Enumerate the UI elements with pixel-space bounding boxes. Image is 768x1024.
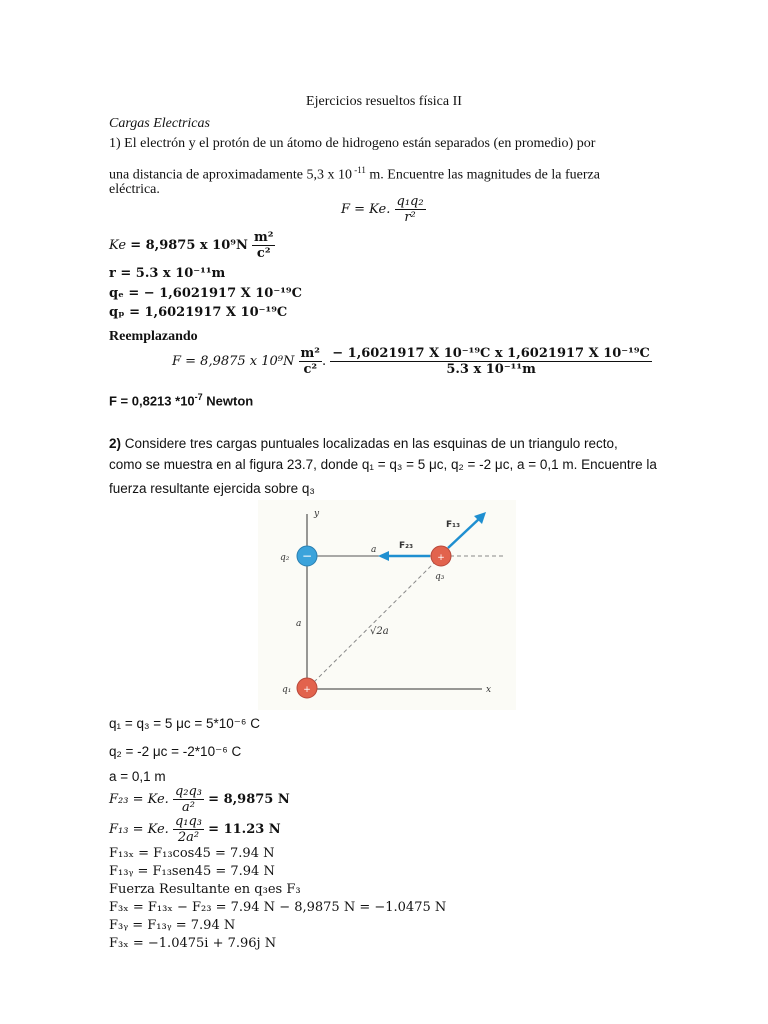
result-1-prefix: F = 0,8213 *10: [109, 393, 195, 409]
result-1-exp: -7: [194, 392, 203, 402]
problem2-line1: [109, 434, 618, 454]
f23-label: F₂₃: [399, 541, 414, 551]
f13y-calc: F₁₃ᵧ = F₁₃sen45 = 7.94 N: [109, 864, 275, 879]
result-1-suffix: Newton: [202, 393, 254, 409]
q3-sign: +: [437, 553, 445, 563]
problem1-line1: 1) El electrón y el protón de un átomo de hidrogeno están separados (en promedio) por: [109, 136, 596, 151]
ke-label: Ke: [109, 238, 127, 253]
side-a-left-label: a: [296, 619, 302, 629]
q1-label: q₁: [282, 685, 292, 695]
figure-background: [258, 500, 516, 710]
problem1-line2: [109, 160, 600, 186]
f3-vector: F₃ₓ = −1.0475i + 7.96j N: [109, 936, 277, 951]
f13-num: q₁q₃: [174, 814, 203, 829]
coulomb-formula-fraction: [395, 194, 426, 225]
side-a-top-label: a: [371, 545, 377, 555]
value-q1-q3: q₁ = q₃ = 5 μc = 5*10⁻⁶ C: [109, 716, 260, 731]
charge-triangle-figure: [258, 500, 516, 710]
f23-result: = 8,9875 N: [208, 792, 290, 807]
substitution-unit: [299, 346, 322, 377]
problem1-line2-exp: -11: [351, 165, 366, 175]
y-axis-label: y: [314, 509, 320, 519]
ke-unit-den: c²: [256, 246, 271, 261]
f23-lhs: F₂₃ = Ke.: [109, 792, 169, 807]
substitution-formula: F = 8,9875 x 10⁹N $\frac{\text{m²}}{\text{c²}}$ . $\frac{\text{− 1,6021917 X 10⁻¹⁹C x 1,6021917 X 10⁻¹⁹C}}{\text{5.3 x 10⁻¹¹m}}$: [172, 346, 650, 377]
f23-fraction: [173, 784, 204, 815]
problem1-line2-b: m. Encuentre las magnitudes de la fuerza: [369, 167, 600, 183]
resultante-heading: Fuerza Resultante en q₃es F₃: [109, 882, 301, 897]
substitution-num: − 1,6021917 X 10⁻¹⁹C x 1,6021917 X 10⁻¹⁹C: [332, 346, 650, 361]
q2-label: q₂: [280, 553, 290, 563]
qp-value: qₚ = 1,6021917 X 10⁻¹⁹C: [109, 305, 288, 320]
substitution-fraction: [330, 346, 652, 377]
q2-sign: −: [301, 549, 313, 563]
substitution-unit-den: c²: [303, 362, 318, 377]
f23-calc: [109, 784, 290, 815]
hypotenuse-label: √2a: [370, 626, 389, 637]
coulomb-formula-lhs: F = Ke.: [341, 202, 391, 217]
value-q2: q₂ = -2 μc = -2*10⁻⁶ C: [109, 744, 242, 759]
coulomb-formula: [341, 194, 426, 225]
document-title: Ejercicios resueltos física II: [306, 94, 462, 109]
ke-unit-fraction: [252, 230, 275, 261]
problem2-line3: fuerza resultante ejercida sobre q₃: [109, 481, 315, 496]
f13-calc: [109, 814, 281, 845]
f13-result: = 11.23 N: [208, 822, 281, 837]
coulomb-formula-num: q₁q₂: [396, 194, 424, 209]
r-value: r = 5.3 x 10⁻¹¹m: [109, 266, 226, 281]
f23-num: q₂q₃: [174, 784, 203, 799]
section-title: Cargas Electricas: [109, 116, 210, 131]
result-1: [109, 392, 253, 408]
f13-lhs: F₁₃ = Ke.: [109, 822, 169, 837]
substitution-den: 5.3 x 10⁻¹¹m: [446, 362, 536, 377]
problem2-line1-text: Considere tres cargas puntuales localizadas en las esquinas de un triangulo recto,: [121, 436, 618, 451]
x-axis-label: x: [486, 685, 492, 695]
qe-value: qₑ = − 1,6021917 X 10⁻¹⁹C: [109, 286, 302, 301]
reemplazando-heading: Reemplazando: [109, 329, 198, 344]
f13-den: 2a²: [177, 830, 200, 845]
f3y-calc: F₃ᵧ = F₁₃ᵧ = 7.94 N: [109, 918, 236, 933]
value-a: a = 0,1 m: [109, 769, 166, 784]
ke-value: [109, 230, 275, 261]
ke-rhs: = 8,9875 x 10⁹N: [130, 238, 248, 253]
problem1-line3: eléctrica.: [109, 182, 160, 197]
f3x-calc: F₃ₓ = F₁₃ₓ − F₂₃ = 7.94 N − 8,9875 N = −1.0475 N: [109, 900, 447, 915]
q3-label: q₃: [435, 572, 445, 582]
f13-label: F₁₃: [446, 520, 461, 530]
f23-den: a²: [181, 800, 195, 815]
q1-sign: +: [303, 685, 311, 695]
substitution-lhs: F = 8,9875 x 10⁹N: [172, 354, 295, 369]
problem2-line2: como se muestra en al figura 23.7, donde q₁ = q₃ = 5 μc, q₂ = -2 μc, a = 0,1 m. Encuentre la: [109, 457, 657, 472]
f13-fraction: [173, 814, 204, 845]
problem1-line2-a: una distancia de aproximadamente 5,3 x 10: [109, 167, 352, 183]
ke-unit-num: m²: [254, 230, 274, 245]
coulomb-formula-den: r²: [404, 210, 416, 225]
f13x-calc: F₁₃ₓ = F₁₃cos45 = 7.94 N: [109, 846, 275, 861]
substitution-unit-num: m²: [300, 346, 320, 361]
problem2-number: 2): [109, 436, 122, 451]
